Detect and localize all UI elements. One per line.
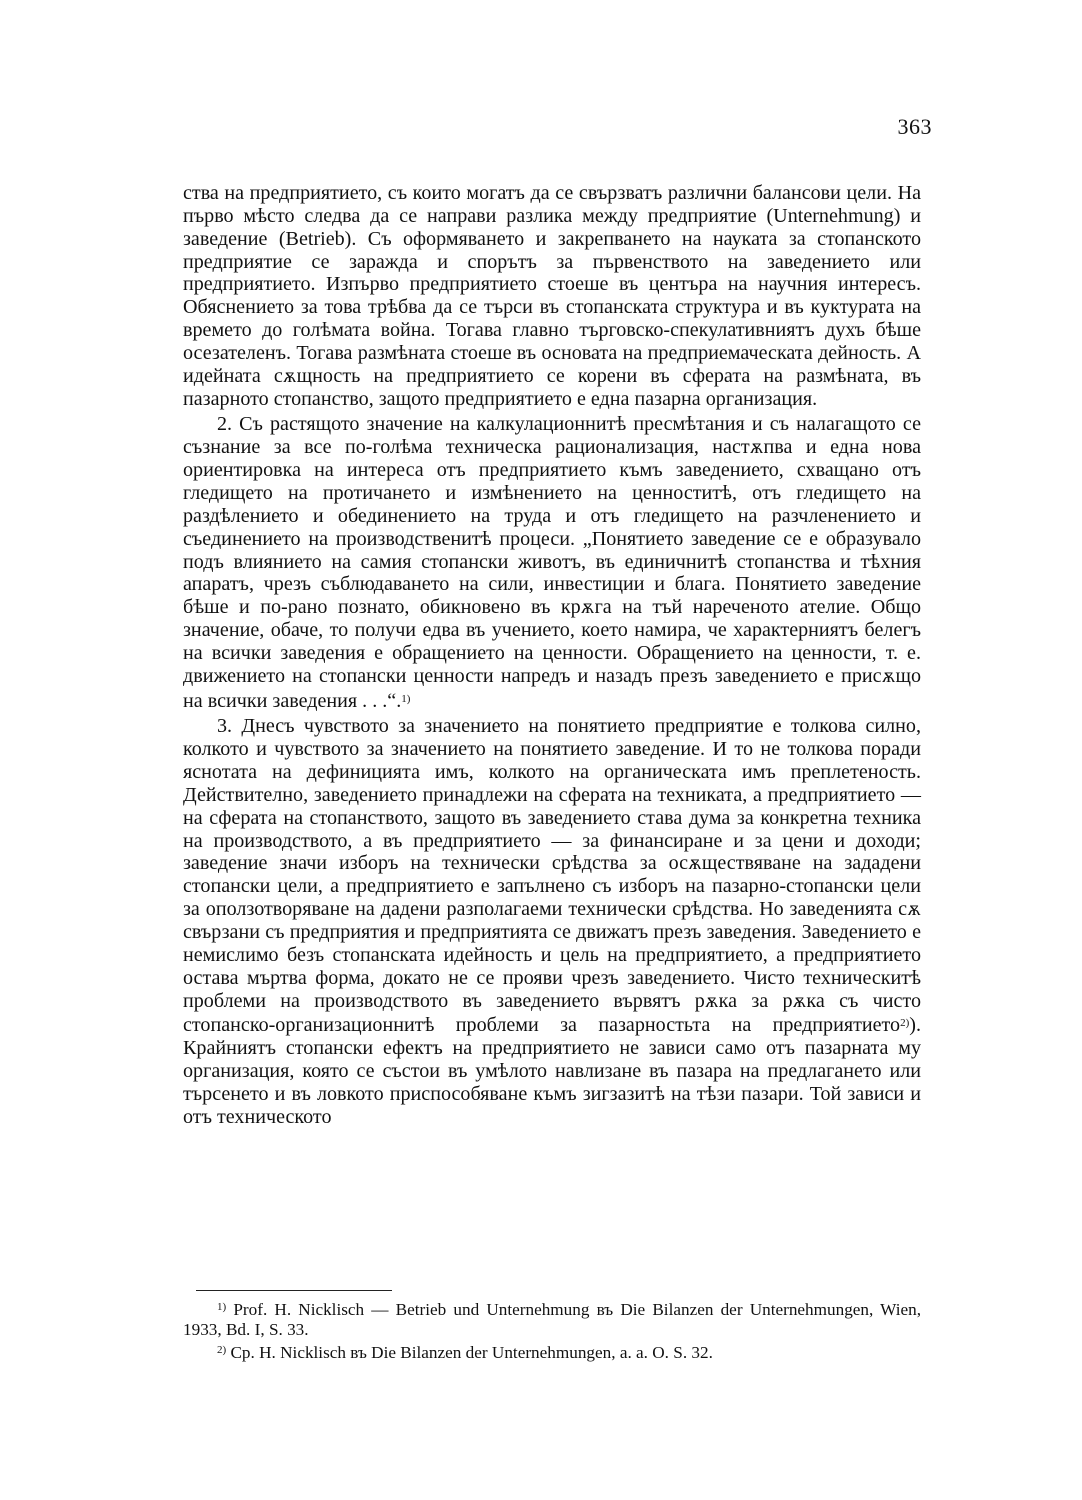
footnote-separator xyxy=(196,1290,392,1291)
paragraph-2-text: 2. Съ растящото значение на калкулационнитѣ пресмѣтания и съ налагащото се съзнание за все по-голѣма техническа рационализация, настѫпва и една нова ориентировка на интереса отъ предприятието къмъ заведението, схващано отъ гледището на протичането и измѣнението на ценноститѣ, отъ гледището на раздѣлението и обединението на труда и отъ гледището на разчленението и съединението на производственитѣ процеси. „Понятието заведение се е образувало подъ влиянието на самия стопански животъ, въ единичнитѣ стопанства и тѣхния апаратъ, чрезъ съблюдаването на сили, инвестиции и блага. Понятието заведение бѣше и по-рано познато, обикновено въ крѫга на тъй нареченото ателие. Общо значение, обаче, то получи едва въ учението, което намира, че характерниятъ белегъ на всички заведения е обращението на ценности. Обращението на ценности, т. е. движението на стопански ценности напредъ и назадъ презъ заведението е присѫщо на всички заведения . . .“. xyxy=(183,413,921,712)
footnotes xyxy=(183,1297,921,1363)
paragraph-2 xyxy=(183,413,921,712)
footnote-ref-2: 2) xyxy=(900,1017,910,1030)
footnote-2-text: Ср. H. Nicklisch въ Die Bilanzen der Unternehmungen, a. a. O. S. 32. xyxy=(230,1343,713,1362)
footnote-1-marker: 1) xyxy=(217,1301,227,1313)
paragraph-3-text: 3. Днесъ чувството за значението на понятието предприятие е толкова силно, колкото и чувството за значението на понятието заведение. И то не толкова поради яснотата на дефиницията имъ, колкото на органическата имъ преплетеность. Действително, заведението принадлежи на сферата на техниката, а предприятието — на сферата на стопанството, защото въ заведението става дума за конкретна техника на производството, а въ предприятието — за финансиране и за цени и доходи; заведение значи изборъ на технически срѣдства за осѫществяване на зададени стопански цели, а предприятието е запълнено съ изборъ на пазарно-стопански цели за оползотворяване на дадени разполагаеми технически срѣдства. Но заведенията сѫ свързани съ предприятия и предприятията се движатъ презъ заведения. Заведението е немислимо безъ стопанската идейность и цель на предприятието, а предприятието остава мъртва форма, докато не се прояви чрезъ заведението. Чисто техническитѣ проблеми на производството въ заведението вървятъ рѫка за рѫка съ чисто стопанско-организационнитѣ проблеми за пазарностьта на предприятието xyxy=(183,715,921,1037)
footnote-ref-1: 1) xyxy=(401,692,411,705)
main-text xyxy=(183,182,921,1132)
page-number: 363 xyxy=(897,114,932,139)
paragraph-1: ства на предприятието, съ които могатъ да се свързватъ различни балансови цели. На първо мѣсто следва да се направи разлика между предприятие (Unternehmung) и заведение (Betrieb). Съ оформяването и закрепването на науката за стопанското предприятие се заражда и спорътъ за първенството на заведението или предприятието. Изпърво предприятието стоеше въ центъра на научния интересъ. Обяснението за това трѣбва да се търси въ стопанската структура и въ куктурата на времето до голѣмата война. Тогава главно търговско-спекулативниятъ духъ бѣше осезателенъ. Тогава размѣната стоеше въ основата на предприемаческата дейность. А идейната сѫщность на предприятието се корени въ сферата на размѣната, въ пазарното стопанство, защото предприятието е една пазарна организация. xyxy=(183,182,921,410)
paragraph-3 xyxy=(183,715,921,1128)
footnote-2-marker: 2) xyxy=(217,1344,227,1356)
footnote-1 xyxy=(183,1297,921,1340)
footnote-1-text: Prof. H. Nicklisch — Betrieb und Unternehmung въ Die Bilanzen der Unternehmungen, Wien, 1933, Bd. I, S. 33. xyxy=(183,1300,922,1339)
paragraph-3-continuation: ). Крайниятъ стопански ефектъ на предприятието не зависи само отъ пазарната му организация, която се състои въ умѣлото навлизане въ пазара на предлагането или търсенето и въ ловкото приспособяване къмъ зигзазитѣ на тѣзи пазари. Той зависи и отъ техническото xyxy=(183,1014,921,1128)
footnote-2 xyxy=(183,1340,921,1363)
